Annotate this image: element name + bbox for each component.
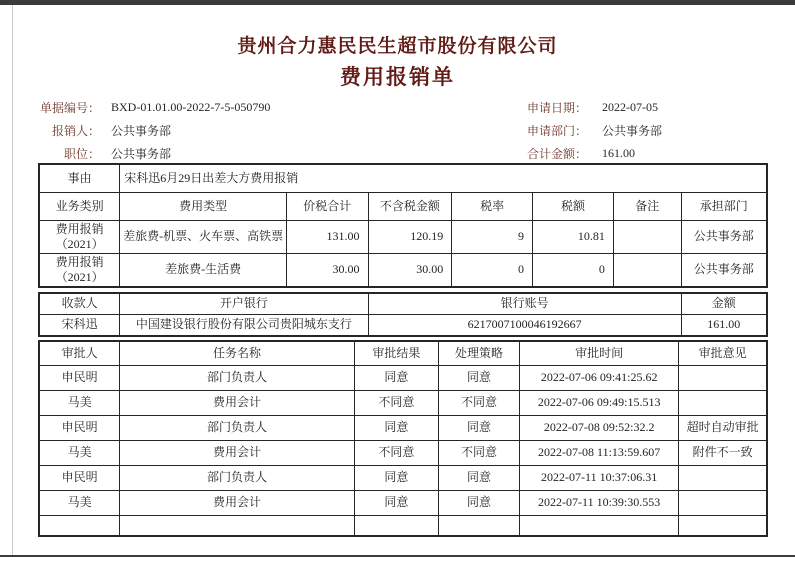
task-name: 费用会计 [120,490,354,515]
table-cell: 131.00 [287,220,369,253]
table-row [39,465,767,490]
table-cell [439,515,520,536]
doc-number-value: BXD-01.01.00-2022-7-5-050790 [111,100,271,114]
table-cell: 10.81 [533,220,614,253]
company-title: 贵州合力惠民民生超市股份有限公司 [237,36,558,57]
table-cell [39,515,120,536]
table-cell: 公共事务部 [681,253,767,287]
field-doc-number [38,96,270,119]
col-header: 审批结果 [354,341,438,365]
amount: 161.00 [681,314,767,336]
task-name: 部门负责人 [120,415,354,440]
col-header: 不含税金额 [368,192,452,220]
col-header: 备注 [613,192,681,220]
handle-strategy: 同意 [439,415,520,440]
payee-name: 宋科迅 [39,314,120,336]
position-label: 职位： [63,147,100,161]
approval-result: 同意 [354,415,438,440]
approval-result: 不同意 [354,440,438,465]
table-row [39,253,767,287]
approval-result: 同意 [354,465,438,490]
field-apply-dept [527,119,662,142]
col-header: 收款人 [39,293,120,314]
total-amount-label: 合计金额： [527,147,588,161]
table-cell: 差旅费-生活费 [120,253,287,287]
approval-time: 2022-07-11 10:37:06.31 [519,465,678,490]
col-header: 费用类型 [120,192,287,220]
table-row [39,390,767,415]
table-row [39,220,767,253]
field-claimant [38,119,270,142]
approver-name: 马美 [39,390,120,415]
table-cell: 30.00 [287,253,369,287]
field-apply-date [527,96,662,119]
table-cell: 公共事务部 [681,220,767,253]
claimant-label: 报销人： [51,124,100,138]
col-header: 税额 [533,192,614,220]
bank-name: 中国建设银行股份有限公司贵阳城东支行 [120,314,368,336]
task-name: 费用会计 [120,440,354,465]
table-cell [354,515,438,536]
table-cell: 费用报销（2021） [39,253,120,287]
table-row [39,314,767,336]
field-position [38,142,270,165]
table-cell: 30.00 [368,253,452,287]
apply-date-label: 申请日期： [527,101,588,115]
position-value: 公共事务部 [111,147,172,161]
payee-table [38,292,768,337]
expense-table [38,163,768,288]
table-row [39,415,767,440]
approval-comment: 附件不一致 [679,440,767,465]
reason-value: 宋科迅6月29日出差大方费用报销 [120,164,767,192]
table-row [39,365,767,390]
approval-time: 2022-07-11 10:39:30.553 [519,490,678,515]
reason-label: 事由 [39,164,120,192]
approval-result: 同意 [354,490,438,515]
window-top-edge [0,0,795,5]
task-name: 部门负责人 [120,465,354,490]
col-header: 价税合计 [287,192,369,220]
approval-time: 2022-07-06 09:49:15.513 [519,390,678,415]
table-cell [519,515,678,536]
form-title: 费用报销单 [340,65,455,89]
approval-result: 同意 [354,365,438,390]
table-cell: 费用报销（2021） [39,220,120,253]
table-cell [679,515,767,536]
approval-comment: 超时自动审批 [679,415,767,440]
col-header: 审批意见 [679,341,767,365]
table-cell: 0 [452,253,533,287]
approval-time: 2022-07-08 11:13:59.607 [519,440,678,465]
claimant-value: 公共事务部 [111,124,172,138]
table-cell: 120.19 [368,220,452,253]
table-cell: 差旅费-机票、火车票、高铁票 [120,220,287,253]
apply-dept-label: 申请部门： [527,124,588,138]
approval-comment [679,390,767,415]
approval-comment [679,465,767,490]
table-cell: 9 [452,220,533,253]
handle-strategy: 同意 [439,465,520,490]
col-header: 业务类别 [39,192,120,220]
approval-comment [679,490,767,515]
handle-strategy: 不同意 [439,440,520,465]
total-amount-value: 161.00 [602,146,635,160]
approval-result: 不同意 [354,390,438,415]
task-name: 费用会计 [120,390,354,415]
doc-number-label: 单据编号： [39,101,100,115]
field-total-amount [527,142,662,165]
table-row [39,490,767,515]
approver-name: 马美 [39,490,120,515]
col-header: 审批时间 [519,341,678,365]
payee-header-row [39,293,767,314]
empty-row [39,515,767,536]
col-header: 税率 [452,192,533,220]
approval-table [38,340,768,537]
table-row [39,440,767,465]
task-name: 部门负责人 [120,365,354,390]
approval-header-row [39,341,767,365]
bank-account: 6217007100046192667 [368,314,681,336]
handle-strategy: 同意 [439,365,520,390]
apply-date-value: 2022-07-05 [602,100,658,114]
col-header: 处理策略 [439,341,520,365]
col-header: 任务名称 [120,341,354,365]
col-header: 银行账号 [368,293,681,314]
table-cell: 0 [533,253,614,287]
table-cell [613,220,681,253]
approver-name: 申民明 [39,465,120,490]
approver-name: 申民明 [39,415,120,440]
window-bottom-edge [0,555,795,557]
handle-strategy: 同意 [439,490,520,515]
table-cell [120,515,354,536]
expense-header-row [39,192,767,220]
header-fields-right [527,96,662,165]
col-header: 开户银行 [120,293,368,314]
apply-dept-value: 公共事务部 [602,124,663,138]
approver-name: 马美 [39,440,120,465]
reason-row [39,164,767,192]
table-cell [613,253,681,287]
approver-name: 申民明 [39,365,120,390]
header-fields-left [38,96,270,165]
col-header: 承担部门 [681,192,767,220]
approval-comment [679,365,767,390]
handle-strategy: 不同意 [439,390,520,415]
approval-time: 2022-07-08 09:52:32.2 [519,415,678,440]
col-header: 金额 [681,293,767,314]
col-header: 审批人 [39,341,120,365]
approval-time: 2022-07-06 09:41:25.62 [519,365,678,390]
